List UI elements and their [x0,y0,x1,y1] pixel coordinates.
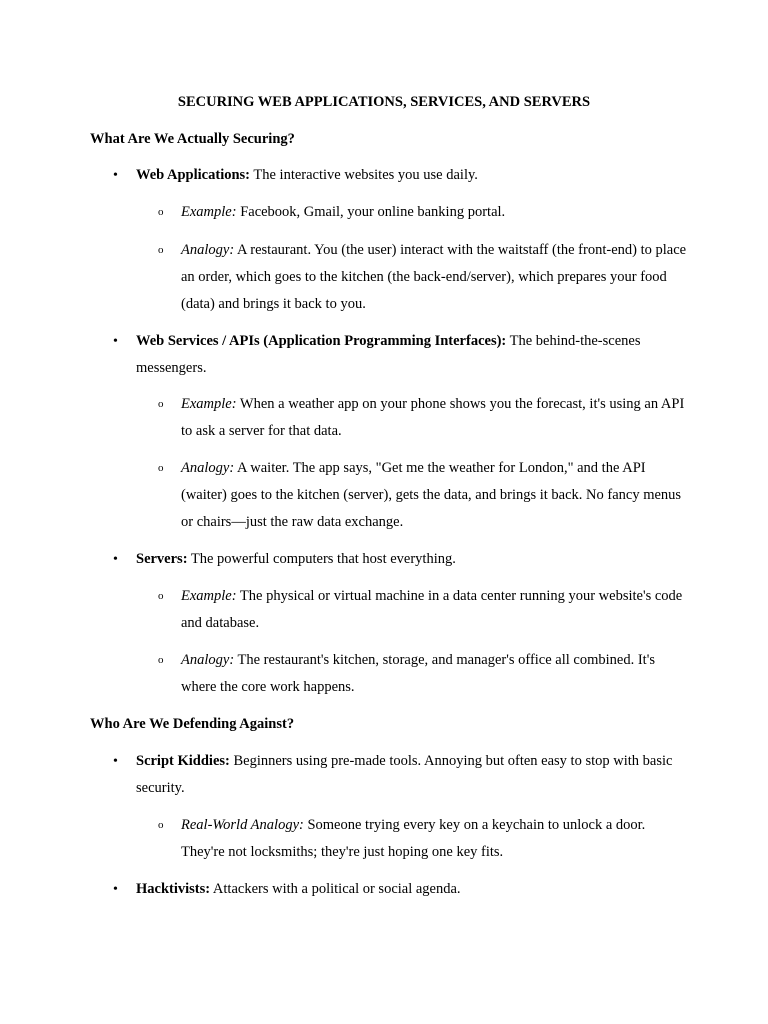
item-text: Attackers with a political or social agenda. [210,881,461,897]
sub-bullet-marker: o [158,819,164,831]
item-text: The powerful computers that host everything. [187,551,456,567]
item-label: Script Kiddies: [136,753,230,769]
list-item-script-kiddies [113,748,696,802]
sub-item-text: Facebook, Gmail, your online banking portal. [236,204,506,220]
sub-item-analogy [158,455,691,536]
bullet-marker: • [113,168,118,183]
sub-item-label: Analogy: [181,242,235,258]
sub-item-text: When a weather app on your phone shows you the forecast, it's using an API to ask a server for that data. [181,396,685,439]
item-text: The behind-the-scenes messengers. [136,333,641,376]
list-item-hacktivists [113,876,696,903]
sub-item-analogy [158,647,691,701]
sub-item-text: Someone trying every key on a keychain to unlock a door. They're not locksmiths; they're just hoping one key fits. [181,817,646,860]
sub-item-label: Example: [181,588,237,604]
list-item-web-services [113,328,696,382]
item-label: Web Applications: [136,167,251,183]
list-item-web-applications [113,162,696,189]
bullet-marker: • [113,882,118,897]
item-text: The interactive websites you use daily. [250,167,478,183]
sub-bullet-marker: o [158,462,164,474]
sub-bullet-marker: o [158,590,164,602]
sub-item-example [158,583,691,637]
bullet-marker: • [113,754,118,769]
sub-item-example [158,391,691,445]
sub-item-text: The physical or virtual machine in a data center running your website's code and database. [181,588,683,631]
section-heading-defending: Who Are We Defending Against? [90,716,295,732]
sub-item-example [158,199,691,226]
sub-item-label: Example: [181,204,237,220]
sub-item-text: A restaurant. You (the user) interact with the waitstaff (the front-end) to place an order, which goes to the kitchen (the back-end/server), which prepares your food (data) and brings it back to you. [181,242,687,312]
document-title: SECURING WEB APPLICATIONS, SERVICES, AND SERVERS [177,94,591,110]
sub-item-real-world-analogy [158,812,691,866]
sub-item-label: Analogy: [181,652,235,668]
sub-item-analogy [158,237,691,318]
section-heading-securing: What Are We Actually Securing? [90,131,295,147]
sub-item-label: Example: [181,396,237,412]
list-item-servers [113,546,696,573]
sub-item-text: A waiter. The app says, "Get me the weather for London," and the API (waiter) goes to the kitchen (server), gets the data, and brings it back. No fancy menus or chairs—just the raw data exchange. [181,460,682,530]
sub-bullet-marker: o [158,206,164,218]
item-text: Beginners using pre-made tools. Annoying but often easy to stop with basic security. [136,753,673,796]
item-label: Servers: [136,551,188,567]
sub-item-text: The restaurant's kitchen, storage, and manager's office all combined. It's where the core work happens. [181,652,655,695]
sub-bullet-marker: o [158,398,164,410]
bullet-marker: • [113,334,118,349]
sub-item-label: Analogy: [181,460,235,476]
sub-bullet-marker: o [158,244,164,256]
bullet-marker: • [113,552,118,567]
item-label: Web Services / APIs (Application Programming Interfaces): [136,333,507,349]
sub-item-label: Real-World Analogy: [181,817,304,833]
item-label: Hacktivists: [136,881,211,897]
sub-bullet-marker: o [158,654,164,666]
